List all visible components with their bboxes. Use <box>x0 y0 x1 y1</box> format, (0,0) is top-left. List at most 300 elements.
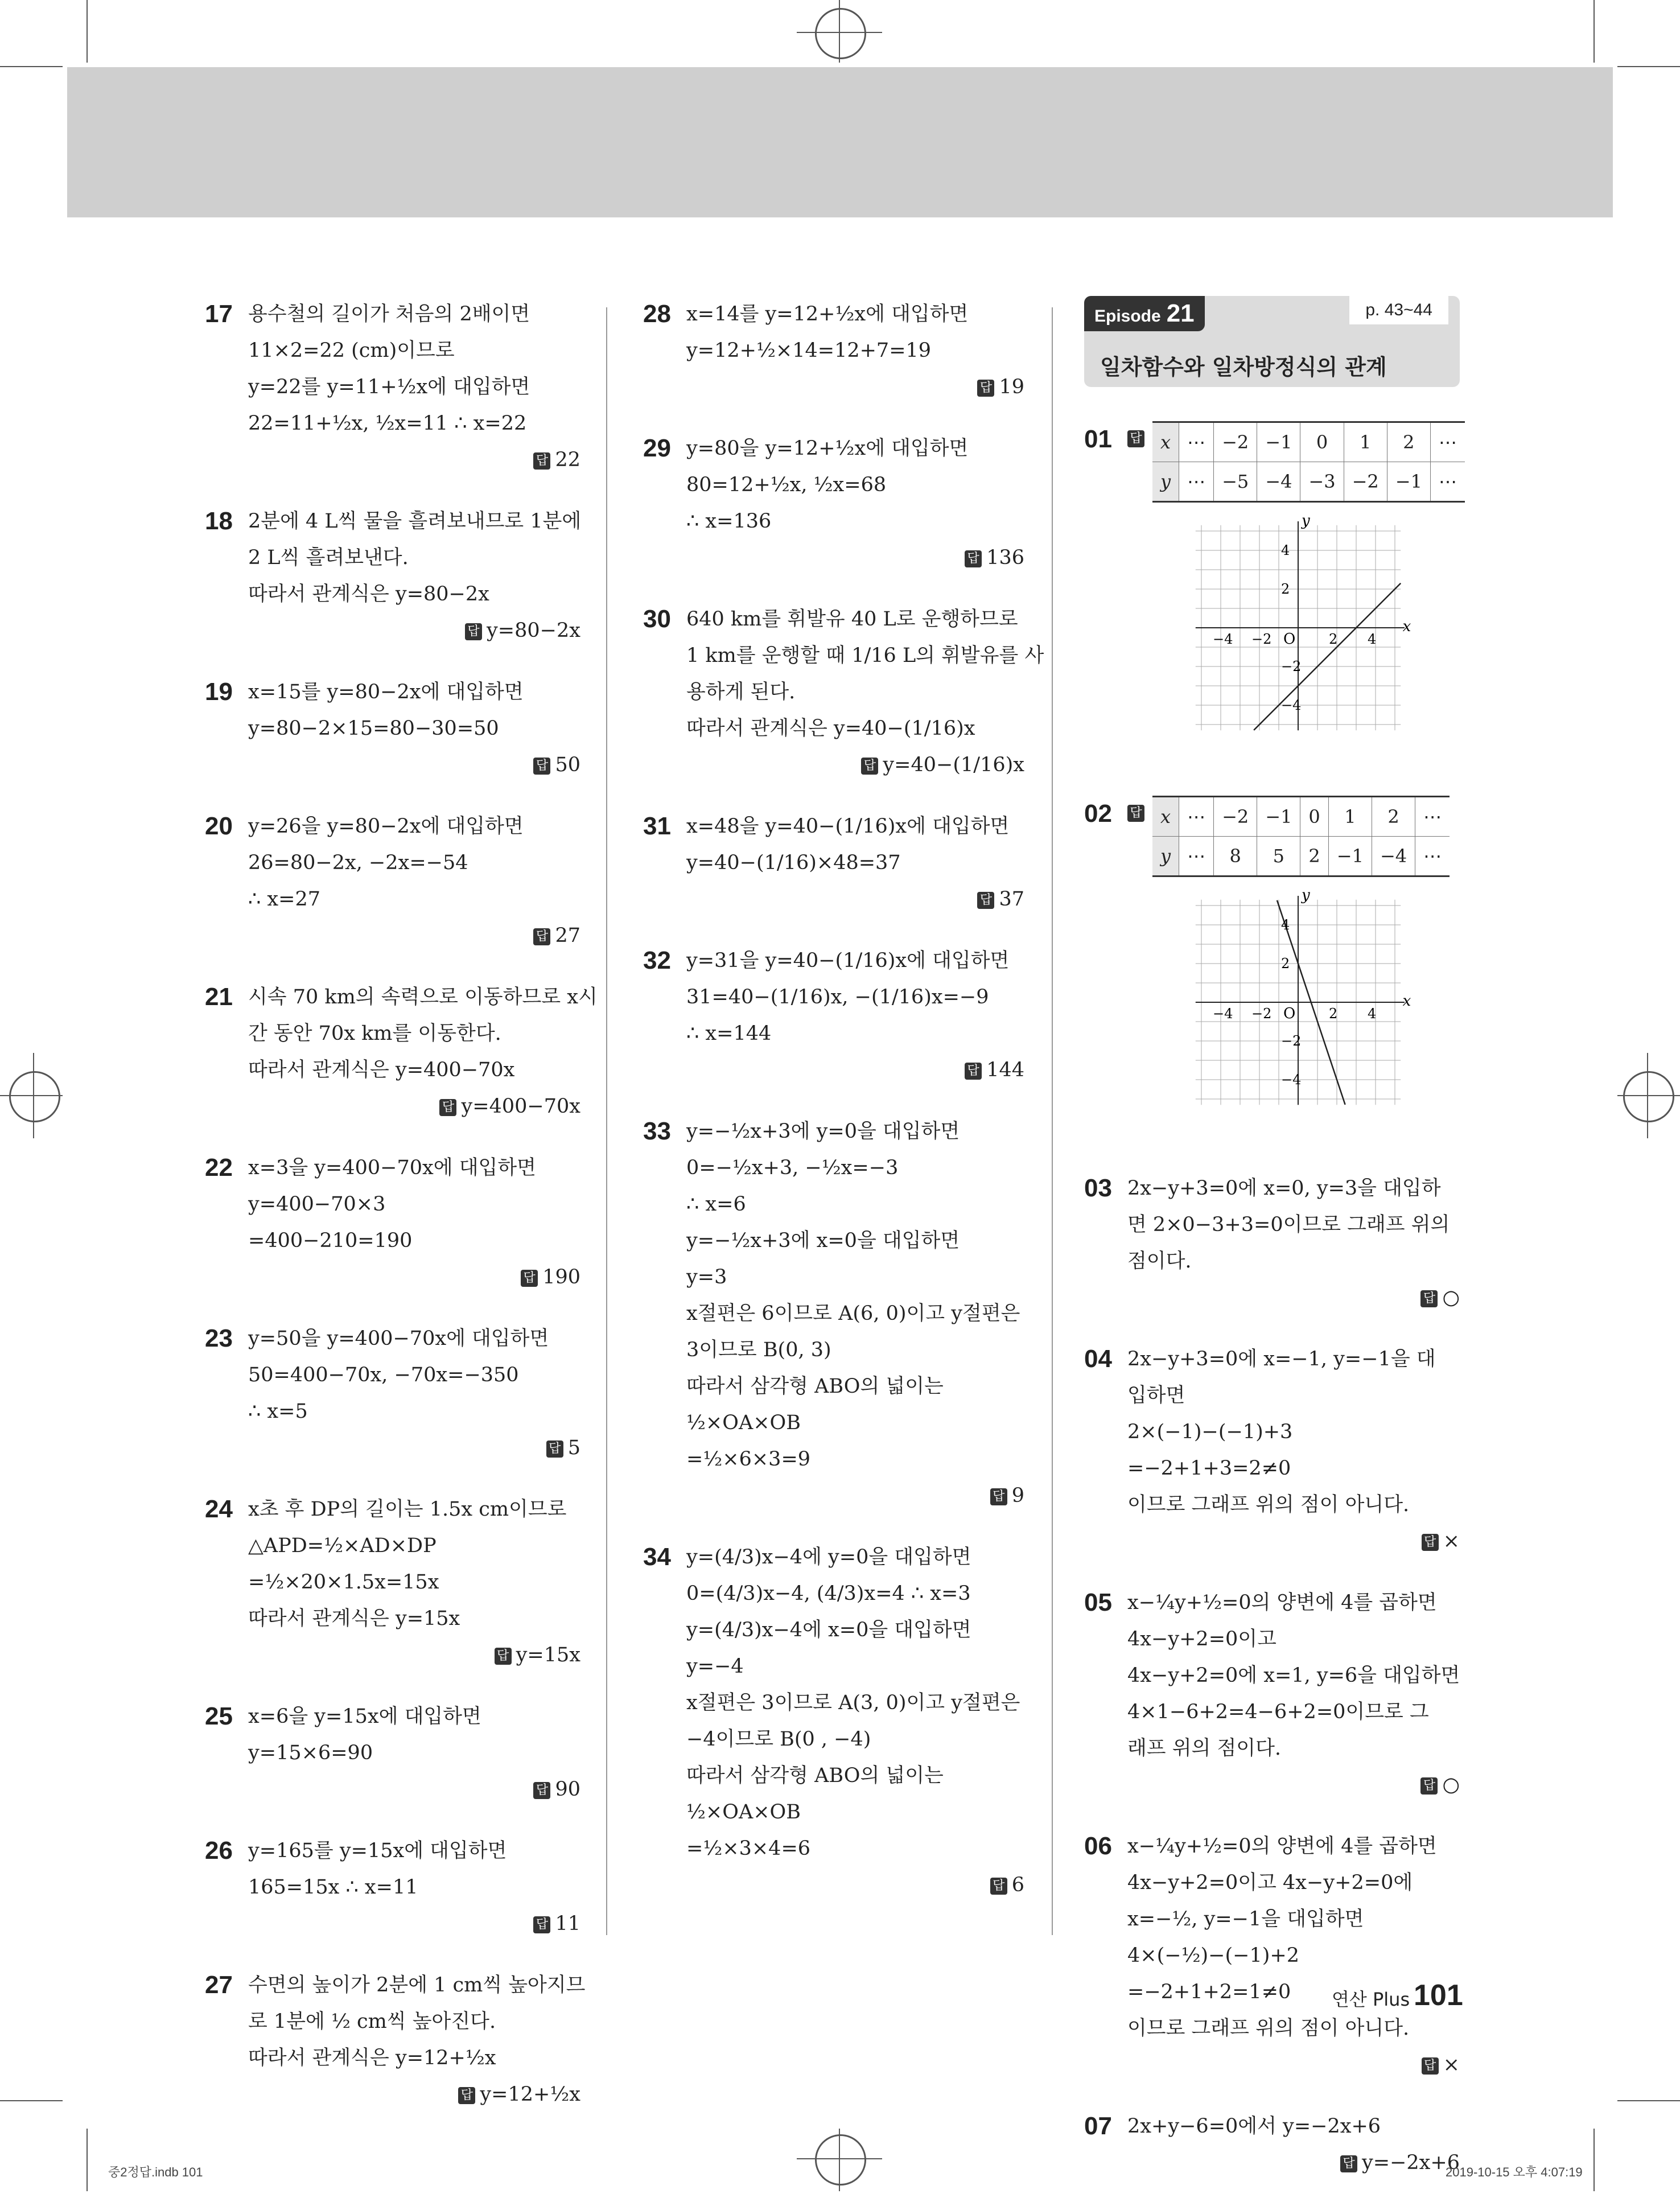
problem-number: 22 <box>205 1154 233 1182</box>
problem-25 <box>205 1698 580 1808</box>
answer-icon: 답 <box>439 1099 456 1116</box>
answer-value: × <box>1443 1530 1460 1553</box>
episode-number: 21 <box>1166 299 1195 327</box>
problem-03 <box>1084 1170 1460 1316</box>
answer-value: y=15x <box>516 1644 580 1666</box>
answer <box>686 1867 1024 1903</box>
answer <box>1127 1279 1460 1316</box>
problem-number: 24 <box>205 1495 233 1523</box>
table-cell: ⋯ <box>1179 837 1214 876</box>
problem-number: 23 <box>205 1324 233 1352</box>
answer-value: y=12+½x <box>480 2083 580 2106</box>
solution-line: ∴ x=136 <box>686 510 772 533</box>
solution-line: y=15×6=90 <box>248 1742 373 1764</box>
y-tick-label: 4 <box>1281 917 1290 933</box>
solution-line: 4×(−½)−(−1)+2 <box>1127 1944 1299 1967</box>
solution-line: x=−½, y=−1을 대입하면 <box>1127 1908 1364 1931</box>
answer-icon: 답 <box>1127 430 1144 447</box>
solution-line: 4x−y+2=0에 x=1, y=6을 대입하면 <box>1127 1664 1460 1687</box>
solution-line: y=(4/3)x−4에 x=0을 대입하면 <box>686 1619 971 1641</box>
solution-line: x절편은 3이므로 A(3, 0)이고 y절편은 <box>686 1691 1020 1714</box>
table-cell: ⋯ <box>1415 797 1450 837</box>
table-cell: 8 <box>1214 837 1257 876</box>
solution-line: 2x+y−6=0에서 y=−2x+6 <box>1127 2115 1381 2138</box>
answer-icon: 답 <box>1127 805 1144 822</box>
table-cell: 2 <box>1300 837 1328 876</box>
table-cell: −4 <box>1257 462 1300 502</box>
y-axis-label: y <box>1302 512 1310 529</box>
column-divider <box>1052 307 1053 1935</box>
solution-line: 따라서 관계식은 y=400−70x <box>248 1059 515 1081</box>
problem-number: 21 <box>205 983 233 1011</box>
problem-number: 34 <box>643 1543 671 1571</box>
problem-02 <box>1084 796 1460 1145</box>
graph-02 <box>1190 886 1411 1110</box>
episode-header <box>1084 296 1460 387</box>
solution-line: x=48을 y=40−(1/16)x에 대입하면 <box>686 815 1010 838</box>
problem-21 <box>205 979 598 1125</box>
solution-line: 50=400−70x, −70x=−350 <box>248 1364 519 1386</box>
answer-value: × <box>1443 2053 1460 2076</box>
solution-line: x−¼y+½=0의 양변에 4를 곱하면 <box>1127 1835 1437 1858</box>
solution-line: y=12+½×14=12+7=19 <box>686 339 932 362</box>
table-cell: −1 <box>1257 797 1300 837</box>
answer-value: 27 <box>555 924 580 947</box>
y-tick-label: 2 <box>1281 581 1290 597</box>
solution-line: =−2+1+2=1≠0 <box>1127 1981 1291 2003</box>
answer <box>686 1052 1024 1088</box>
problem-04 <box>1084 1341 1460 1559</box>
solution-line: 따라서 관계식은 y=80−2x <box>248 583 489 606</box>
problem-28 <box>643 296 1024 405</box>
solution-line: =−2+1+3=2≠0 <box>1127 1457 1291 1480</box>
episode-tag <box>1084 296 1205 331</box>
problem-01 <box>1084 421 1460 771</box>
table-cell: −2 <box>1214 797 1257 837</box>
x-tick-label: −4 <box>1213 1006 1233 1022</box>
table-cell: ⋯ <box>1430 422 1465 462</box>
x-tick-label: 4 <box>1368 1006 1377 1022</box>
solution-line: =400−210=190 <box>248 1229 413 1252</box>
answer-icon: 답 <box>1420 1777 1438 1795</box>
x-tick-label: 4 <box>1368 631 1377 647</box>
answer-value: 190 <box>542 1266 580 1289</box>
column-middle <box>643 296 1044 1928</box>
solution-line: x=15를 y=80−2x에 대입하면 <box>248 681 524 703</box>
table-cell: −4 <box>1372 837 1415 876</box>
answer-icon: 답 <box>533 928 550 945</box>
y-tick-label: 4 <box>1281 542 1290 558</box>
registration-mark <box>839 2129 840 2191</box>
solution-line: 2분에 4 L씩 물을 흘려보내므로 1분에 <box>248 510 582 533</box>
table-cell: −1 <box>1387 462 1430 502</box>
answer-value: 11 <box>555 1912 580 1935</box>
answer-icon: 답 <box>533 452 550 470</box>
answer-icon: 답 <box>990 1878 1007 1895</box>
origin-label: O <box>1283 1005 1296 1022</box>
problem-number: 29 <box>643 434 671 462</box>
answer <box>1127 2145 1460 2181</box>
problem-number: 20 <box>205 812 233 840</box>
answer-icon: 답 <box>533 1782 550 1799</box>
solution-line: 따라서 관계식은 y=12+½x <box>248 2047 496 2069</box>
registration-mark <box>797 2158 882 2159</box>
y-axis-label: y <box>1302 886 1310 904</box>
solution-line: y=26을 y=80−2x에 대입하면 <box>248 815 524 838</box>
solution-line: y=400−70×3 <box>248 1193 386 1216</box>
answer-value: 6 <box>1011 1874 1024 1896</box>
solution-line: 2 L씩 흘려보낸다. <box>248 546 409 569</box>
solution-line: 따라서 관계식은 y=15x <box>248 1607 460 1630</box>
answer <box>248 612 580 649</box>
solution-line: 31=40−(1/16)x, −(1/16)x=−9 <box>686 986 989 1009</box>
registration-mark <box>9 1071 60 1122</box>
table-cell: 1 <box>1344 422 1387 462</box>
answer-icon: 답 <box>546 1441 563 1458</box>
answer <box>686 747 1024 783</box>
answer-value: 37 <box>999 888 1024 911</box>
problem-33 <box>643 1113 1024 1514</box>
problem-number: 19 <box>205 678 233 706</box>
answer-icon: 답 <box>1420 1290 1438 1307</box>
answer-value: 90 <box>555 1778 580 1801</box>
solution-line: 래프 위의 점이다. <box>1127 1737 1282 1760</box>
table-cell: ⋯ <box>1430 462 1465 502</box>
problem-18 <box>205 503 580 649</box>
episode-label: Episode <box>1094 307 1161 326</box>
value-table-02 <box>1152 796 1450 877</box>
table-cell: ⋯ <box>1179 422 1214 462</box>
problem-30 <box>643 601 1044 783</box>
solution-line: −4이므로 B(0 , −4) <box>686 1728 871 1751</box>
problem-number: 30 <box>643 605 671 633</box>
column-right <box>1084 296 1460 2206</box>
problem-27 <box>205 1967 586 2113</box>
answer-icon: 답 <box>861 758 878 775</box>
problem-number: 33 <box>643 1117 671 1145</box>
answer <box>248 917 580 954</box>
solution-line: 0=(4/3)x−4, (4/3)x=4 ∴ x=3 <box>686 1582 971 1605</box>
solution-line: x=14를 y=12+½x에 대입하면 <box>686 303 969 326</box>
problem-24 <box>205 1491 580 1673</box>
answer-value: y=−2x+6 <box>1361 2151 1460 2174</box>
x-axis-label: x <box>1402 618 1411 635</box>
answer-value: 50 <box>555 754 580 776</box>
graph-01 <box>1190 512 1411 736</box>
solution-line: 80=12+½x, ½x=68 <box>686 474 887 496</box>
table-cell: ⋯ <box>1179 462 1214 502</box>
solution-line: 용하게 된다. <box>686 681 796 703</box>
solution-line: △APD=½×AD×DP <box>248 1534 437 1557</box>
x-tick-label: 2 <box>1329 631 1338 647</box>
origin-label: O <box>1283 631 1296 648</box>
problem-17 <box>205 296 580 478</box>
solution-line: 점이다. <box>1127 1250 1192 1273</box>
answer <box>686 1477 1024 1514</box>
answer-icon: 답 <box>1340 2155 1357 2172</box>
solution-line: ½×OA×OB <box>686 1411 801 1434</box>
answer-value: ○ <box>1442 1773 1460 1796</box>
x-tick-label: −4 <box>1213 631 1233 647</box>
answer-icon: 답 <box>533 758 550 775</box>
answer <box>686 540 1024 576</box>
table-cell: −2 <box>1344 462 1387 502</box>
table-header-y: y <box>1152 837 1179 876</box>
crop-mark <box>87 0 88 63</box>
solution-line: ∴ x=6 <box>686 1193 746 1216</box>
y-tick-label: −2 <box>1281 658 1302 674</box>
y-tick-label: −4 <box>1281 697 1302 713</box>
answer-icon: 답 <box>965 1063 982 1080</box>
problem-number: 06 <box>1084 1832 1112 1860</box>
solution-line: ½×OA×OB <box>686 1801 801 1824</box>
solution-line: y=165를 y=15x에 대입하면 <box>248 1839 507 1862</box>
registration-mark <box>1647 1053 1648 1138</box>
solution-line: 4×1−6+2=4−6+2=0이므로 그 <box>1127 1701 1429 1723</box>
solution-line: x절편은 6이므로 A(6, 0)이고 y절편은 <box>686 1302 1020 1325</box>
solution-line: 4x−y+2=0이고 4x−y+2=0에 <box>1127 1871 1413 1894</box>
column-left <box>205 296 598 2138</box>
problem-number: 18 <box>205 507 233 535</box>
y-tick-label: −2 <box>1281 1033 1302 1049</box>
solution-line: 2x−y+3=0에 x=−1, y=−1을 대 <box>1127 1348 1436 1370</box>
table-cell: −3 <box>1300 462 1344 502</box>
answer-value: y=80−2x <box>487 619 580 642</box>
y-tick-label: 2 <box>1281 956 1290 972</box>
episode-pages: p. 43~44 <box>1349 296 1448 324</box>
crop-mark <box>1617 2100 1680 2101</box>
page-number: 101 <box>1414 1979 1463 2012</box>
solution-line: x=6을 y=15x에 대입하면 <box>248 1705 481 1728</box>
print-date: 2019-10-15 오후 4:07:19 <box>1446 2165 1583 2179</box>
footer-label: 연산 Plus <box>1332 1989 1410 2010</box>
answer-icon: 답 <box>990 1488 1007 1505</box>
solution-line: 0=−½x+3, −½x=−3 <box>686 1156 899 1179</box>
answer-value: 136 <box>986 546 1024 569</box>
solution-line: 1 km를 운행할 때 1/16 L의 휘발유를 사 <box>686 644 1044 667</box>
solution-line: y=31을 y=40−(1/16)x에 대입하면 <box>686 949 1010 972</box>
answer-icon: 답 <box>465 623 482 640</box>
crop-mark <box>1617 66 1680 67</box>
answer <box>1127 2047 1460 2083</box>
problem-32 <box>643 943 1024 1088</box>
problem-number: 28 <box>643 300 671 328</box>
x-tick-label: −2 <box>1251 1006 1272 1022</box>
solution-line: 이므로 그래프 위의 점이 아니다. <box>1127 1493 1410 1516</box>
answer-icon: 답 <box>521 1270 538 1287</box>
x-axis-label: x <box>1402 993 1411 1010</box>
table-cell: −5 <box>1214 462 1257 502</box>
table-cell: −1 <box>1257 422 1300 462</box>
solution-line: y=−4 <box>686 1655 744 1678</box>
solution-line: y=−½x+3에 x=0을 대입하면 <box>686 1229 960 1252</box>
solution-line: x=3을 y=400−70x에 대입하면 <box>248 1156 536 1179</box>
x-tick-label: 2 <box>1329 1006 1338 1022</box>
solution-line: y=40−(1/16)×48=37 <box>686 851 901 874</box>
solution-line: y=80을 y=12+½x에 대입하면 <box>686 437 969 460</box>
crop-mark <box>0 2100 63 2101</box>
answer <box>248 1088 580 1125</box>
crop-mark <box>87 2129 88 2191</box>
crop-mark <box>0 66 63 67</box>
solution-line: =½×20×1.5x=15x <box>248 1571 439 1594</box>
solution-line: 따라서 관계식은 y=40−(1/16)x <box>686 717 975 740</box>
answer-icon: 답 <box>977 892 994 909</box>
problem-number: 27 <box>205 1971 233 1999</box>
problem-22 <box>205 1150 580 1295</box>
problem-29 <box>643 430 1024 576</box>
answer <box>248 1905 580 1942</box>
problem-number: 32 <box>643 946 671 974</box>
answer-value: 144 <box>986 1059 1024 1081</box>
solution-line: 이므로 그래프 위의 점이 아니다. <box>1127 2017 1410 2040</box>
table-cell: 5 <box>1257 837 1300 876</box>
function-line <box>1254 583 1401 730</box>
table-cell: 2 <box>1372 797 1415 837</box>
table-cell: 0 <box>1300 797 1328 837</box>
problem-07 <box>1084 2108 1460 2181</box>
answer <box>248 1771 580 1808</box>
answer <box>248 747 580 783</box>
x-tick-label: −2 <box>1251 631 1272 647</box>
answer <box>1127 1767 1460 1803</box>
table-cell: ⋯ <box>1415 837 1450 876</box>
table-cell: −1 <box>1328 837 1372 876</box>
solution-line: ∴ x=5 <box>248 1400 308 1423</box>
table-header-x: x <box>1152 797 1179 837</box>
problem-number: 05 <box>1084 1588 1112 1616</box>
registration-mark <box>33 1053 34 1138</box>
solution-line: x초 후 DP의 길이는 1.5x cm이므로 <box>248 1498 567 1521</box>
answer <box>248 1430 580 1466</box>
solution-line: y=3 <box>686 1266 727 1289</box>
solution-line: 입하면 <box>1127 1384 1185 1407</box>
answer <box>248 2076 580 2113</box>
problem-number: 31 <box>643 812 671 840</box>
problem-31 <box>643 808 1024 917</box>
problem-number: 17 <box>205 300 233 328</box>
registration-mark <box>797 32 882 33</box>
solution-line: y=50을 y=400−70x에 대입하면 <box>248 1327 549 1350</box>
solution-line: 640 km를 휘발유 40 L로 운행하므로 <box>686 608 1018 631</box>
answer-icon: 답 <box>1422 1534 1439 1551</box>
problem-05 <box>1084 1584 1460 1803</box>
solution-line: y=−½x+3에 y=0을 대입하면 <box>686 1120 960 1143</box>
problem-number: 07 <box>1084 2112 1112 2140</box>
answer-value: 22 <box>555 448 580 471</box>
answer-icon: 답 <box>495 1648 512 1665</box>
table-cell: 2 <box>1387 422 1430 462</box>
problem-number: 04 <box>1084 1345 1112 1373</box>
solution-line: 따라서 삼각형 ABO의 넓이는 <box>686 1375 944 1398</box>
answer-icon: 답 <box>965 550 982 567</box>
problem-number: 01 <box>1084 425 1112 453</box>
solution-line: x−¼y+½=0의 양변에 4를 곱하면 <box>1127 1591 1437 1614</box>
crop-mark <box>1593 0 1595 63</box>
solution-line: 11×2=22 (cm)이므로 <box>248 339 455 362</box>
solution-line: y=22를 y=11+½x에 대입하면 <box>248 376 530 398</box>
problem-20 <box>205 808 580 954</box>
table-cell: 0 <box>1300 422 1344 462</box>
solution-line: ∴ x=27 <box>248 888 320 911</box>
registration-mark <box>1617 1095 1680 1096</box>
registration-mark <box>1623 1071 1674 1122</box>
table-header-x: x <box>1152 422 1179 462</box>
solution-line: 따라서 삼각형 ABO의 넓이는 <box>686 1764 944 1787</box>
solution-line: 4x−y+2=0이고 <box>1127 1628 1277 1651</box>
answer <box>248 442 580 478</box>
answer-icon: 답 <box>533 1916 550 1933</box>
problem-number: 02 <box>1084 800 1112 828</box>
table-cell: 1 <box>1328 797 1372 837</box>
solution-line: 시속 70 km의 속력으로 이동하므로 x시 <box>248 986 598 1009</box>
answer-value: 9 <box>1011 1484 1024 1507</box>
solution-line: 간 동안 70x km를 이동한다. <box>248 1022 501 1045</box>
solution-line: 3이므로 B(0, 3) <box>686 1339 831 1361</box>
crop-mark <box>1593 2129 1595 2191</box>
header-band <box>67 67 1613 217</box>
answer-icon: 답 <box>977 380 994 397</box>
answer-value: ○ <box>1442 1286 1460 1309</box>
problem-06 <box>1084 1828 1460 2083</box>
answer-value: y=40−(1/16)x <box>883 754 1024 776</box>
answer-value: 5 <box>567 1437 580 1459</box>
table-header-y: y <box>1152 462 1179 502</box>
registration-mark <box>815 8 866 59</box>
solution-line: y=80−2×15=80−30=50 <box>248 717 499 740</box>
file-slug: 중2정답.indb 101 <box>108 2165 203 2179</box>
registration-mark <box>815 2134 866 2186</box>
episode-title: 일차함수와 일차방정식의 관계 <box>1100 355 1387 380</box>
registration-mark <box>839 0 840 63</box>
solution-line: 165=15x ∴ x=11 <box>248 1876 418 1899</box>
registration-mark <box>0 1095 63 1096</box>
problem-number: 26 <box>205 1837 233 1865</box>
problem-19 <box>205 674 580 783</box>
answer-icon: 답 <box>458 2087 475 2104</box>
answer <box>248 1259 580 1295</box>
problem-23 <box>205 1320 580 1466</box>
column-divider <box>606 307 607 1935</box>
value-table-01 <box>1152 421 1465 503</box>
answer-value: y=400−70x <box>461 1095 580 1118</box>
problem-34 <box>643 1539 1024 1903</box>
solution-line: =½×3×4=6 <box>686 1837 811 1860</box>
problem-number: 03 <box>1084 1174 1112 1202</box>
answer <box>686 881 1024 917</box>
problem-number: 25 <box>205 1702 233 1730</box>
solution-line: 22=11+½x, ½x=11 ∴ x=22 <box>248 412 527 435</box>
solution-line: y=(4/3)x−4에 y=0을 대입하면 <box>686 1546 971 1569</box>
solution-line: 수면의 높이가 2분에 1 cm씩 높아지므 <box>248 1974 586 1997</box>
solution-line: 용수철의 길이가 처음의 2배이면 <box>248 303 530 326</box>
solution-line: 면 2×0−3+3=0이므로 그래프 위의 <box>1127 1213 1450 1236</box>
answer <box>1127 1523 1460 1559</box>
y-tick-label: −4 <box>1281 1072 1302 1088</box>
table-cell: −2 <box>1214 422 1257 462</box>
answer-icon: 답 <box>1422 2057 1439 2075</box>
problem-26 <box>205 1833 580 1942</box>
solution-line: 26=80−2x, −2x=−54 <box>248 851 468 874</box>
answer <box>248 1637 580 1673</box>
answer <box>686 369 1024 405</box>
solution-line: ∴ x=144 <box>686 1022 772 1045</box>
solution-line: =½×6×3=9 <box>686 1448 811 1471</box>
answer-value: 19 <box>999 376 1024 398</box>
table-cell: ⋯ <box>1179 797 1214 837</box>
solution-line: 2x−y+3=0에 x=0, y=3을 대입하 <box>1127 1177 1441 1200</box>
solution-line: 2×(−1)−(−1)+3 <box>1127 1421 1293 1443</box>
